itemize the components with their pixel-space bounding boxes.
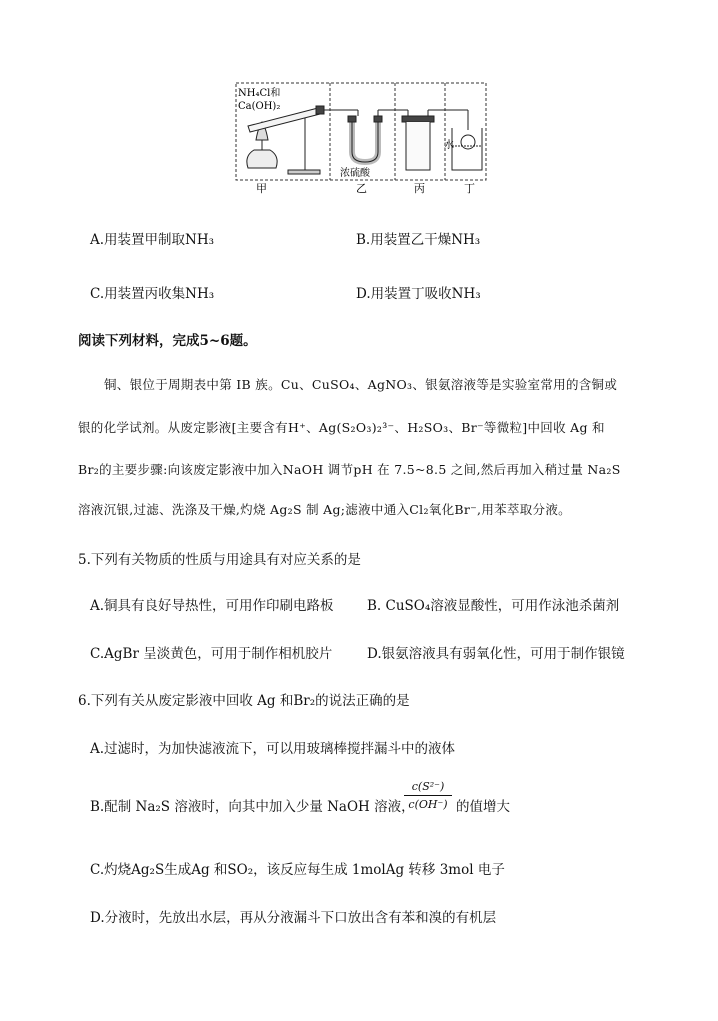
q6-stem: 6.下列有关从废定影液中回收 Ag 和Br₂的说法正确的是 xyxy=(78,693,410,709)
q5-option-b[interactable]: B. CuSO₄溶液显酸性，可用作泳池杀菌剂 xyxy=(367,598,620,614)
label-jia: 甲 xyxy=(256,182,267,195)
label-bing: 丙 xyxy=(414,182,425,195)
q4-option-c[interactable]: C.用装置丙收集NH₃ xyxy=(90,286,215,302)
material-line-2: 银的化学试剂。从废定影液[主要含有H⁺、Ag(S₂O₃)₂³⁻、H₂SO₃、Br⁻等微粒]中回收 Ag 和 xyxy=(78,420,605,435)
acid-label: 浓硫酸 xyxy=(340,168,370,179)
q6-option-a[interactable]: A.过滤时，为加快滤液流下，可以用玻璃棒搅拌漏斗中的液体 xyxy=(90,741,456,757)
material-line-3: Br₂的主要步骤:向该废定影液中加入NaOH 调节pH 在 7.5~8.5 之间,然后再加入稍过量 Na₂S xyxy=(78,462,621,477)
q5-stem: 5.下列有关物质的性质与用途具有对应关系的是 xyxy=(78,552,361,568)
fraction-numerator: c(S²⁻) xyxy=(411,780,445,793)
q4-option-b[interactable]: B.用装置乙干燥NH₃ xyxy=(356,232,481,248)
reagent-label-line2: Ca(OH)₂ xyxy=(238,101,281,112)
q6-option-d[interactable]: D.分液时，先放出水层，再从分液漏斗下口放出含有苯和溴的有机层 xyxy=(90,910,497,926)
q4-option-a[interactable]: A.用装置甲制取NH₃ xyxy=(90,232,215,248)
section-heading: 阅读下列材料，完成5~6题。 xyxy=(78,333,257,349)
apparatus-yi xyxy=(330,110,395,162)
q4-option-d[interactable]: D.用装置丁吸收NH₃ xyxy=(356,286,481,302)
apparatus-figure xyxy=(230,78,490,196)
label-ding: 丁 xyxy=(464,182,475,195)
q6-option-b-suffix: 的值增大 xyxy=(456,799,510,815)
q5-option-d[interactable]: D.银氨溶液具有弱氧化性，可用于制作银镜 xyxy=(367,646,625,662)
material-line-4: 溶液沉银,过滤、洗涤及干燥,灼烧 Ag₂S 制 Ag;滤液中通入Cl₂氧化Br⁻,用苯萃取分液。 xyxy=(78,502,571,517)
q5-option-a[interactable]: A.铜具有良好导热性，可用作印刷电路板 xyxy=(90,598,334,614)
reagent-label-line1: NH₄Cl和 xyxy=(238,88,281,99)
q6-option-b-fraction xyxy=(404,780,452,811)
apparatus-bing xyxy=(395,110,445,170)
water-label: 水 xyxy=(444,140,454,151)
q5-option-c[interactable]: C.AgBr 呈淡黄色，可用于制作相机胶片 xyxy=(90,646,333,662)
q6-option-c[interactable]: C.灼烧Ag₂S生成Ag 和SO₂，该反应每生成 1molAg 转移 3mol 电子 xyxy=(90,862,505,878)
material-line-1: 铜、银位于周期表中第 IB 族。Cu、CuSO₄、AgNO₃、银氨溶液等是实验室常用的含铜或 xyxy=(104,377,618,392)
label-yi: 乙 xyxy=(356,182,367,195)
fraction-denominator: c(OH⁻) xyxy=(408,798,448,811)
apparatus-jia xyxy=(247,106,330,174)
q6-option-b-text[interactable]: B.配制 Na₂S 溶液时，向其中加入少量 NaOH 溶液， xyxy=(90,799,415,815)
